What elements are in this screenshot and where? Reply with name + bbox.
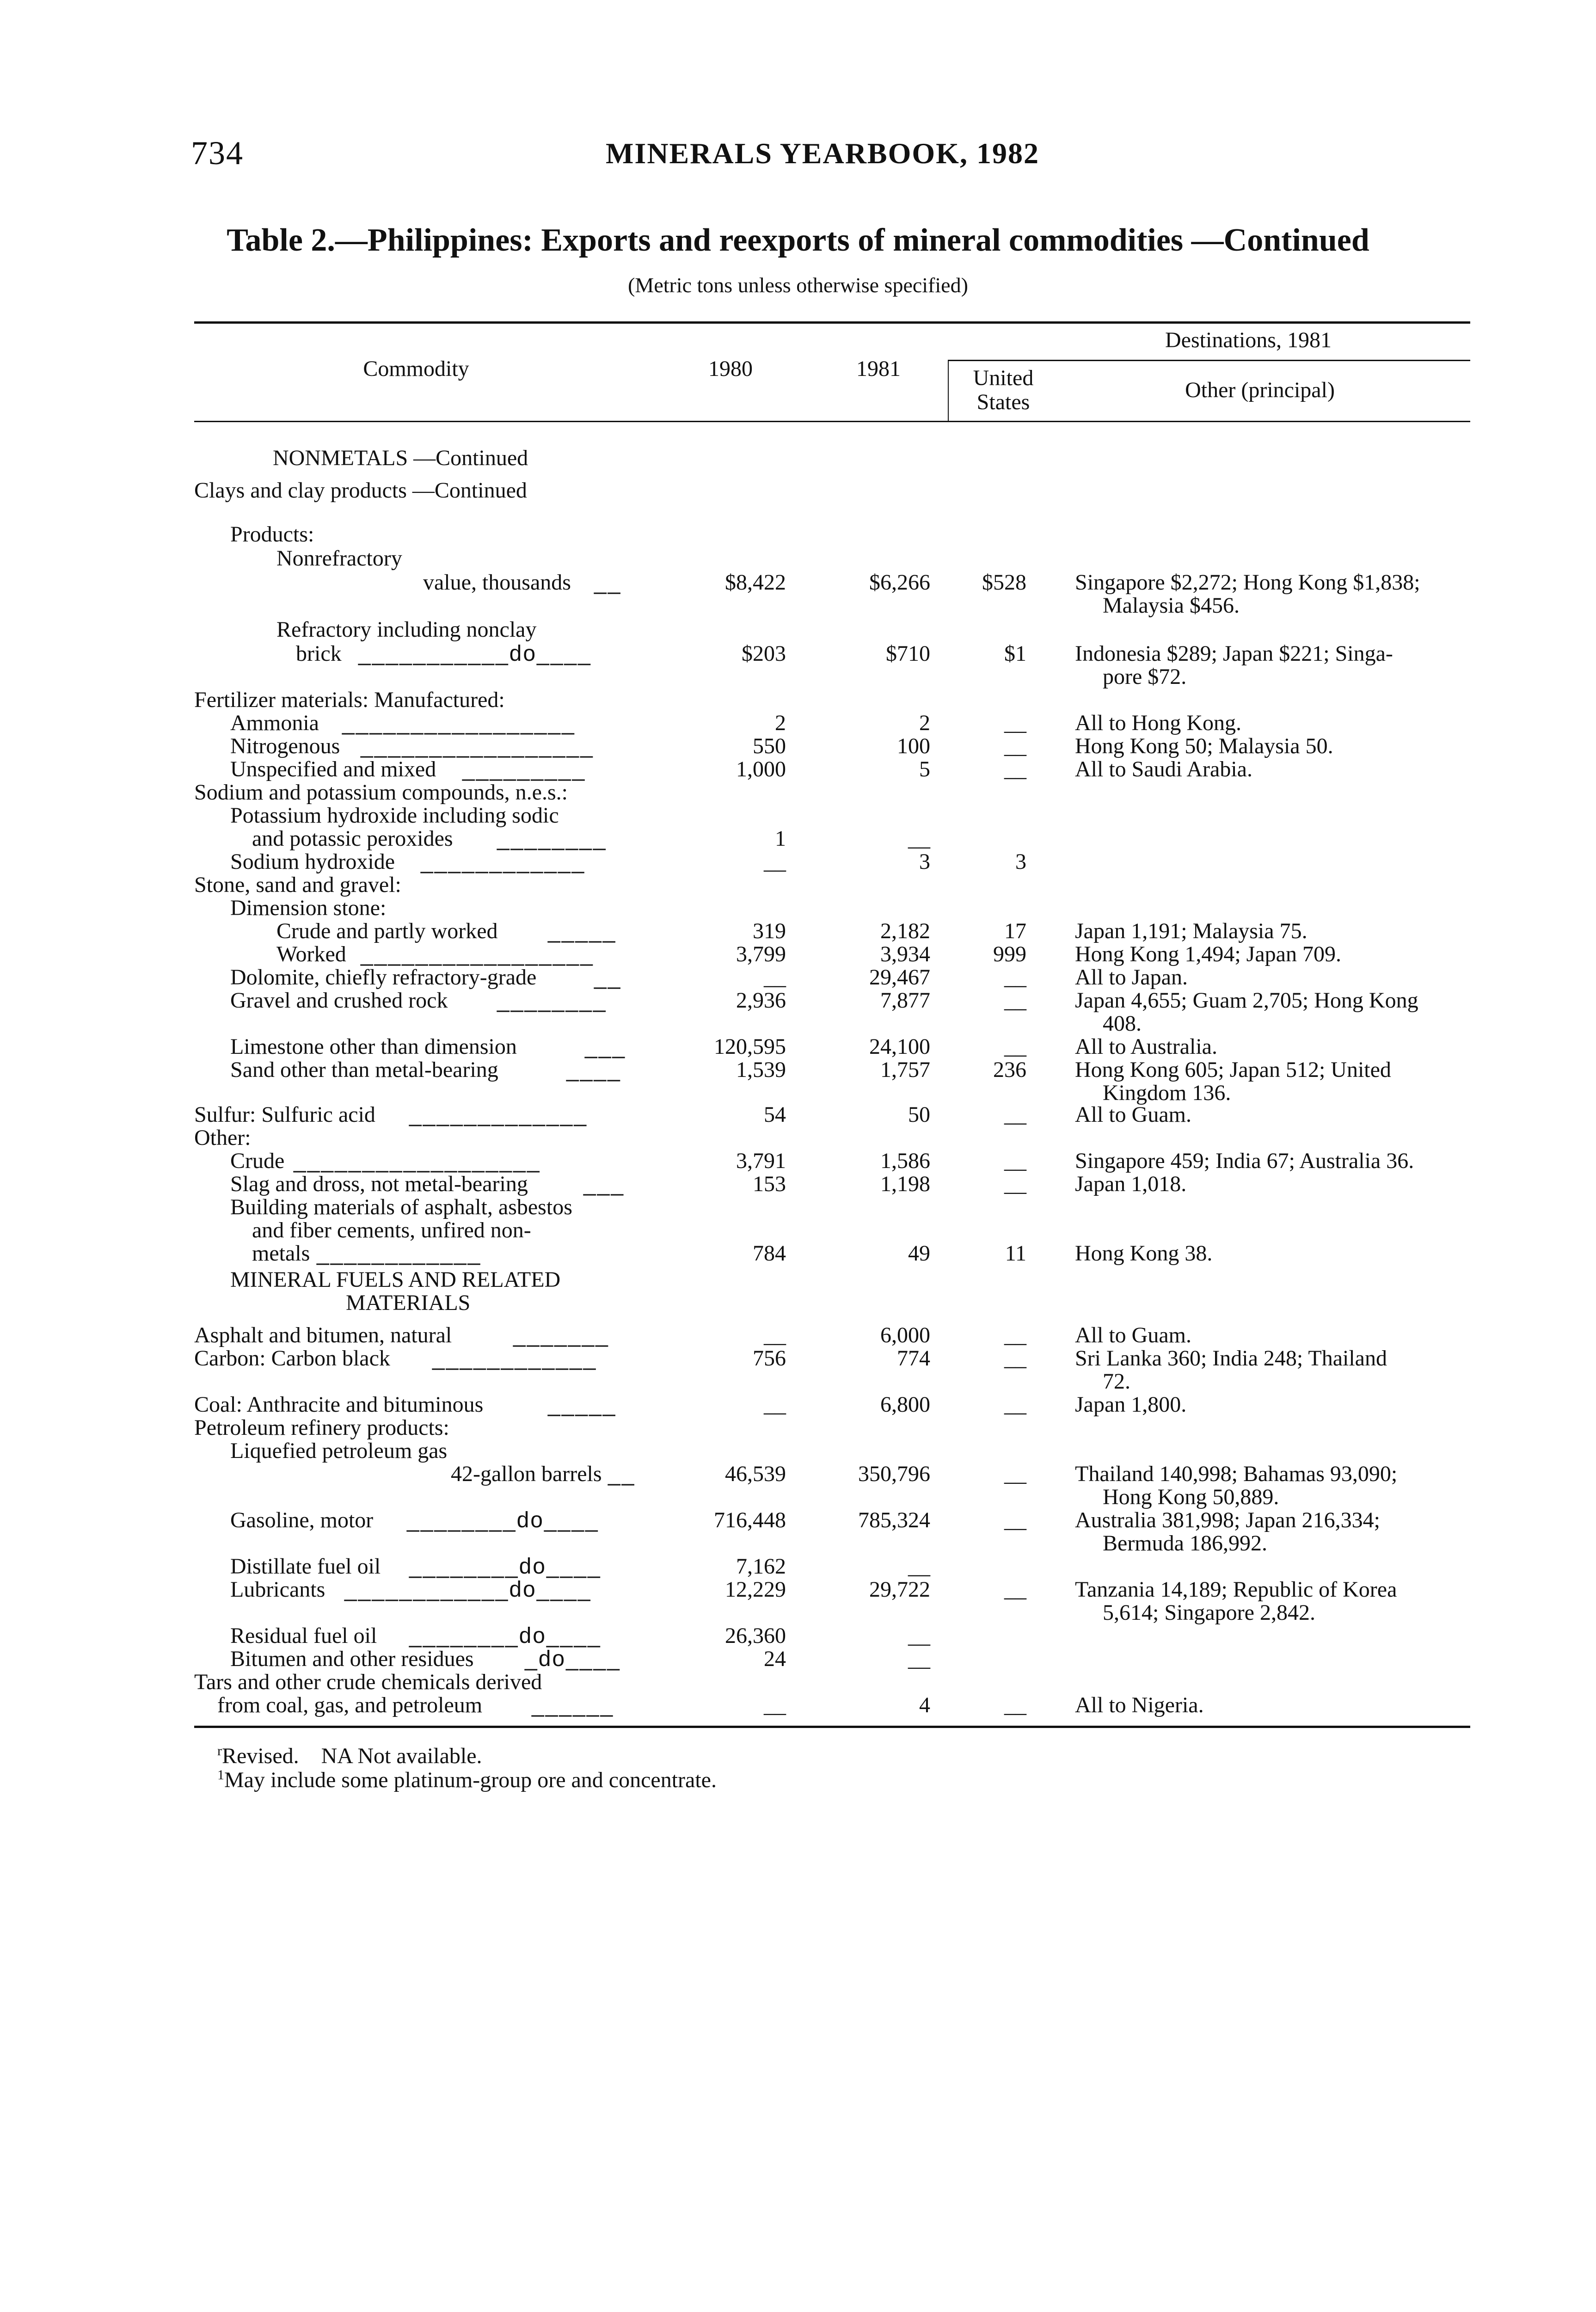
value-1981: 50 — [908, 1102, 930, 1127]
table-title: Table 2.—Philippines: Exports and reexports of mineral commodities —Continued — [227, 222, 1369, 258]
leader-dots: ____________ — [432, 1346, 597, 1371]
value-united-states: __ — [1004, 734, 1026, 758]
destinations-other-continued: Kingdom 136. — [1103, 1081, 1231, 1105]
commodity-label: 42-gallon barrels — [451, 1462, 602, 1486]
commodity-label: Tars and other crude chemicals derived — [194, 1670, 542, 1694]
table-row — [0, 1439, 1596, 1463]
table-row — [0, 1126, 1596, 1150]
table-row — [0, 989, 1596, 1013]
value-1981: 350,796 — [858, 1462, 930, 1486]
destinations-other: Thailand 140,998; Bahamas 93,090; — [1075, 1462, 1398, 1486]
col-header-commodity: Commodity — [363, 357, 469, 381]
destinations-other: Japan 1,018. — [1075, 1172, 1187, 1196]
commodity-label: Worked — [276, 942, 346, 966]
leader-dots: _________________ — [361, 942, 594, 966]
commodity-label: and fiber cements, unfired non- — [252, 1218, 531, 1242]
commodity-label: and potassic peroxides — [252, 826, 453, 851]
footnote-mark-r: r — [217, 1743, 222, 1759]
commodity-label: Sand other than metal-bearing — [230, 1058, 498, 1082]
table-row — [0, 446, 1596, 470]
value-1980: 1,539 — [736, 1058, 786, 1082]
commodity-label: Nitrogenous — [230, 734, 340, 758]
table-row — [0, 1035, 1596, 1059]
destinations-other-continued: pore $72. — [1103, 664, 1187, 689]
value-1980: __ — [764, 1323, 786, 1347]
table-row — [0, 1393, 1596, 1417]
value-1981: __ — [908, 1647, 930, 1671]
value-1981: 3,934 — [880, 942, 930, 966]
commodity-label: NONMETALS —Continued — [273, 446, 528, 470]
destinations-other: Singapore 459; India 67; Australia 36. — [1075, 1149, 1414, 1173]
table-row — [0, 873, 1596, 897]
value-1980: 26,360 — [725, 1623, 786, 1648]
value-united-states: __ — [1004, 988, 1026, 1013]
value-1980: 319 — [753, 919, 786, 943]
value-1981: __ — [908, 826, 930, 851]
value-1981: 24,100 — [869, 1034, 930, 1059]
destinations-other: Hong Kong 50; Malaysia 50. — [1075, 734, 1333, 758]
value-1980: 1,000 — [736, 757, 786, 781]
value-1980: 54 — [764, 1102, 786, 1127]
commodity-label: Liquefied petroleum gas — [230, 1439, 448, 1463]
value-1981: 1,757 — [880, 1058, 930, 1082]
destinations-other: Japan 1,191; Malaysia 75. — [1075, 919, 1307, 943]
destinations-other: Hong Kong 38. — [1075, 1241, 1213, 1266]
commodity-label: Limestone other than dimension — [230, 1034, 517, 1059]
commodity-label: Asphalt and bitumen, natural — [194, 1323, 452, 1347]
value-united-states: __ — [1004, 1577, 1026, 1602]
table-row — [0, 1195, 1596, 1219]
commodity-label: brick — [296, 641, 342, 666]
value-1980: 3,791 — [736, 1149, 786, 1173]
table-row — [0, 919, 1596, 943]
destinations-other-continued: Bermuda 186,992. — [1103, 1531, 1267, 1556]
leader-dots: ____ — [566, 1058, 621, 1082]
table-row — [0, 1149, 1596, 1173]
footnote-mark-1: 1 — [217, 1767, 224, 1783]
commodity-label: metals — [252, 1241, 310, 1266]
value-united-states: __ — [1004, 1102, 1026, 1127]
table-row — [0, 1693, 1596, 1717]
value-1980: __ — [764, 965, 786, 990]
value-1981: 29,467 — [869, 965, 930, 990]
value-1981: 5 — [919, 757, 930, 781]
destinations-other-continued: 72. — [1103, 1369, 1130, 1394]
value-1980: __ — [764, 1693, 786, 1717]
commodity-label: from coal, gas, and petroleum — [217, 1693, 483, 1717]
page-number: 734 — [191, 135, 244, 172]
commodity-label: Distillate fuel oil — [230, 1554, 381, 1579]
leader-dots: ________do____ — [409, 1554, 602, 1579]
table-row — [0, 1578, 1596, 1602]
commodity-label: Nonrefractory — [276, 546, 402, 571]
table-row — [0, 1268, 1596, 1292]
table-row — [0, 896, 1596, 920]
value-1980: 153 — [753, 1172, 786, 1196]
commodity-label: Carbon: Carbon black — [194, 1346, 390, 1371]
value-united-states: __ — [1004, 965, 1026, 990]
table-row — [0, 1647, 1596, 1671]
value-1980: 46,539 — [725, 1462, 786, 1486]
destinations-other: All to Saudi Arabia. — [1075, 757, 1252, 781]
table-row — [0, 547, 1596, 571]
destinations-other: Japan 1,800. — [1075, 1392, 1187, 1417]
value-united-states: __ — [1004, 757, 1026, 781]
value-1980: 550 — [753, 734, 786, 758]
commodity-label: Stone, sand and gravel: — [194, 873, 401, 897]
destinations-other: Singapore $2,272; Hong Kong $1,838; — [1075, 570, 1420, 595]
table-row — [0, 1291, 1596, 1315]
destinations-other: Hong Kong 605; Japan 512; United — [1075, 1058, 1391, 1082]
table-row — [0, 571, 1596, 595]
value-1980: 7,162 — [736, 1554, 786, 1579]
destinations-other-continued: Hong Kong 50,889. — [1103, 1485, 1279, 1509]
value-united-states: 11 — [1005, 1241, 1026, 1266]
destinations-other: All to Australia. — [1075, 1034, 1217, 1059]
table-subtitle: (Metric tons unless otherwise specified) — [628, 273, 968, 297]
table-row — [0, 965, 1596, 990]
leader-dots: __ — [594, 965, 622, 990]
leader-dots: _do____ — [525, 1647, 621, 1671]
commodity-label: Building materials of asphalt, asbestos — [230, 1195, 572, 1219]
leader-dots: __________________ — [294, 1149, 541, 1173]
footnote-1-text: May include some platinum-group ore and concentrate. — [224, 1768, 717, 1792]
table-row — [0, 1058, 1596, 1082]
table-row — [0, 1172, 1596, 1196]
commodity-label: Dimension stone: — [230, 896, 387, 920]
col-header-united-states — [952, 366, 1054, 414]
commodity-label: Crude — [230, 1149, 285, 1173]
destinations-other: All to Japan. — [1075, 965, 1188, 990]
value-united-states: __ — [1004, 1693, 1026, 1717]
value-united-states: 17 — [1004, 919, 1026, 943]
col-header-us-line1: United — [973, 366, 1034, 390]
value-1981: 4 — [919, 1693, 930, 1717]
value-1981: 2,182 — [880, 919, 930, 943]
commodity-label: Refractory including nonclay — [276, 617, 537, 642]
leader-dots: ________do____ — [409, 1623, 602, 1648]
commodity-label: Dolomite, chiefly refractory-grade — [230, 965, 537, 990]
value-1980: 716,448 — [714, 1508, 786, 1532]
leader-dots: ____________ — [421, 849, 586, 874]
table-row — [0, 827, 1596, 851]
value-united-states: __ — [1004, 1172, 1026, 1196]
leader-dots: ___ — [583, 1172, 625, 1196]
col-header-other: Other (principal) — [1185, 378, 1335, 402]
value-1981: 100 — [897, 734, 930, 758]
table-row — [0, 479, 1596, 503]
destinations-other-continued: 408. — [1103, 1011, 1142, 1036]
table-row — [0, 1624, 1596, 1648]
commodity-label: Sodium and potassium compounds, n.e.s.: — [194, 780, 568, 805]
value-1981: 7,877 — [880, 988, 930, 1013]
col-header-destinations: Destinations, 1981 — [1165, 328, 1332, 352]
value-1981: 785,324 — [858, 1508, 930, 1532]
destinations-other-continued: 5,614; Singapore 2,842. — [1103, 1600, 1315, 1625]
value-1980: $8,422 — [725, 570, 786, 595]
value-1980: 1 — [775, 826, 786, 851]
value-1980: __ — [764, 849, 786, 874]
leader-dots: _________________ — [342, 711, 576, 735]
destinations-other: Tanzania 14,189; Republic of Korea — [1075, 1577, 1397, 1602]
leader-dots: ________ — [497, 988, 607, 1013]
leader-dots: ___________do____ — [358, 641, 592, 666]
value-united-states: 999 — [993, 942, 1026, 966]
table-row — [0, 618, 1596, 642]
leader-dots: __ — [608, 1462, 636, 1486]
value-united-states: 236 — [993, 1058, 1026, 1082]
table-row — [0, 757, 1596, 781]
table-row — [0, 804, 1596, 828]
commodity-label: Coal: Anthracite and bituminous — [194, 1392, 484, 1417]
table-row — [0, 1670, 1596, 1694]
value-1980: 24 — [764, 1647, 786, 1671]
leader-dots: ________do____ — [407, 1508, 599, 1532]
value-united-states: $528 — [982, 570, 1026, 595]
header-bottom-rule — [194, 421, 1470, 422]
value-1981: 1,586 — [880, 1149, 930, 1173]
table-row — [0, 523, 1596, 547]
value-1981: 49 — [908, 1241, 930, 1266]
top-rule — [194, 321, 1470, 324]
value-1981: 3 — [919, 849, 930, 874]
table-row — [0, 1555, 1596, 1579]
value-1980: __ — [764, 1392, 786, 1417]
commodity-label: Clays and clay products —Continued — [194, 478, 527, 503]
commodity-label: Products: — [230, 522, 314, 547]
commodity-label: Potassium hydroxide including sodic — [230, 803, 559, 828]
table-row — [0, 1323, 1596, 1347]
commodity-label: MINERAL FUELS AND RELATED — [230, 1267, 561, 1292]
commodity-label: Lubricants — [230, 1577, 325, 1602]
destinations-rule — [948, 360, 1470, 361]
leader-dots: ______ — [532, 1693, 614, 1717]
destinations-other: Indonesia $289; Japan $221; Singa- — [1075, 641, 1393, 666]
destinations-other: All to Hong Kong. — [1075, 711, 1241, 735]
table-row — [0, 850, 1596, 874]
value-united-states: __ — [1004, 1149, 1026, 1173]
leader-dots: ____________ — [317, 1241, 482, 1266]
table-row — [0, 1103, 1596, 1127]
value-1980: 12,229 — [725, 1577, 786, 1602]
leader-dots: _________ — [462, 757, 586, 781]
value-1980: $203 — [742, 641, 786, 666]
destinations-other: All to Guam. — [1075, 1102, 1191, 1127]
destinations-other: All to Nigeria. — [1075, 1693, 1204, 1717]
value-united-states: __ — [1004, 1034, 1026, 1059]
commodity-label: Sulfur: Sulfuric acid — [194, 1102, 375, 1127]
destinations-other: Sri Lanka 360; India 248; Thailand — [1075, 1346, 1387, 1371]
value-united-states: __ — [1004, 711, 1026, 735]
value-1981: 29,722 — [869, 1577, 930, 1602]
commodity-label: Gravel and crushed rock — [230, 988, 448, 1013]
leader-dots: _____________ — [409, 1102, 588, 1127]
footnote-1 — [217, 1767, 717, 1793]
value-united-states: __ — [1004, 1323, 1026, 1347]
footnote-revised-text: Revised. NA Not available. — [222, 1744, 482, 1768]
table-row — [0, 1416, 1596, 1440]
commodity-label: Slag and dross, not metal-bearing — [230, 1172, 528, 1196]
table-row — [0, 711, 1596, 735]
destinations-other: Japan 4,655; Guam 2,705; Hong Kong — [1075, 988, 1418, 1013]
commodity-label: Sodium hydroxide — [230, 849, 395, 874]
value-1981: 6,000 — [880, 1323, 930, 1347]
leader-dots: __ — [594, 570, 622, 595]
value-1980: 2 — [775, 711, 786, 735]
destinations-other: Australia 381,998; Japan 216,334; — [1075, 1508, 1380, 1532]
bottom-rule — [194, 1726, 1470, 1728]
commodity-label: Bitumen and other residues — [230, 1647, 474, 1671]
value-united-states: $1 — [1004, 641, 1026, 666]
value-1981: $710 — [886, 641, 930, 666]
col-header-us-line2: States — [976, 390, 1030, 414]
commodity-label: Fertilizer materials: Manufactured: — [194, 688, 505, 712]
commodity-label: Ammonia — [230, 711, 319, 735]
table-row — [0, 1347, 1596, 1371]
value-1981: $6,266 — [869, 570, 930, 595]
commodity-label: Petroleum refinery products: — [194, 1415, 449, 1440]
value-united-states: __ — [1004, 1508, 1026, 1532]
leader-dots: _________________ — [361, 734, 594, 758]
leader-dots: ___ — [585, 1034, 626, 1059]
table-row — [0, 1242, 1596, 1266]
running-title: MINERALS YEARBOOK, 1982 — [606, 137, 1039, 170]
value-1980: 3,799 — [736, 942, 786, 966]
leader-dots: ____________do____ — [344, 1577, 592, 1602]
footnote-revised — [217, 1743, 482, 1769]
value-1980: 784 — [753, 1241, 786, 1266]
value-1981: __ — [908, 1623, 930, 1648]
leader-dots: _______ — [513, 1323, 609, 1347]
value-united-states: 3 — [1015, 849, 1026, 874]
value-united-states: __ — [1004, 1462, 1026, 1486]
commodity-label: Crude and partly worked — [276, 919, 498, 943]
destinations-other-continued: Malaysia $456. — [1103, 593, 1240, 618]
value-1980: 756 — [753, 1346, 786, 1371]
commodity-label: MATERIALS — [346, 1291, 471, 1315]
leader-dots: ________ — [497, 826, 607, 851]
commodity-label: Gasoline, motor — [230, 1508, 374, 1532]
col-header-1981: 1981 — [856, 357, 901, 381]
table-row — [0, 1218, 1596, 1242]
value-1980: 2,936 — [736, 988, 786, 1013]
value-1981: 2 — [919, 711, 930, 735]
destinations-other: Hong Kong 1,494; Japan 709. — [1075, 942, 1341, 966]
table-row — [0, 1508, 1596, 1532]
value-1981: __ — [908, 1554, 930, 1579]
leader-dots: _____ — [548, 919, 617, 943]
table-row — [0, 781, 1596, 805]
commodity-label: value, thousands — [423, 570, 571, 595]
table-row — [0, 642, 1596, 666]
table-row — [0, 942, 1596, 966]
value-united-states: __ — [1004, 1392, 1026, 1417]
value-1981: 774 — [897, 1346, 930, 1371]
value-1981: 1,198 — [880, 1172, 930, 1196]
leader-dots: _____ — [548, 1392, 617, 1417]
value-1981: 6,800 — [880, 1392, 930, 1417]
commodity-label: Residual fuel oil — [230, 1623, 377, 1648]
value-1980: 120,595 — [714, 1034, 786, 1059]
table-row — [0, 734, 1596, 758]
col-header-1980: 1980 — [708, 357, 753, 381]
us-divider — [948, 360, 949, 422]
commodity-label: Unspecified and mixed — [230, 757, 436, 781]
value-united-states: __ — [1004, 1346, 1026, 1371]
table-row — [0, 1462, 1596, 1486]
destinations-other: All to Guam. — [1075, 1323, 1191, 1347]
commodity-label: Other: — [194, 1125, 251, 1150]
table-row — [0, 688, 1596, 712]
